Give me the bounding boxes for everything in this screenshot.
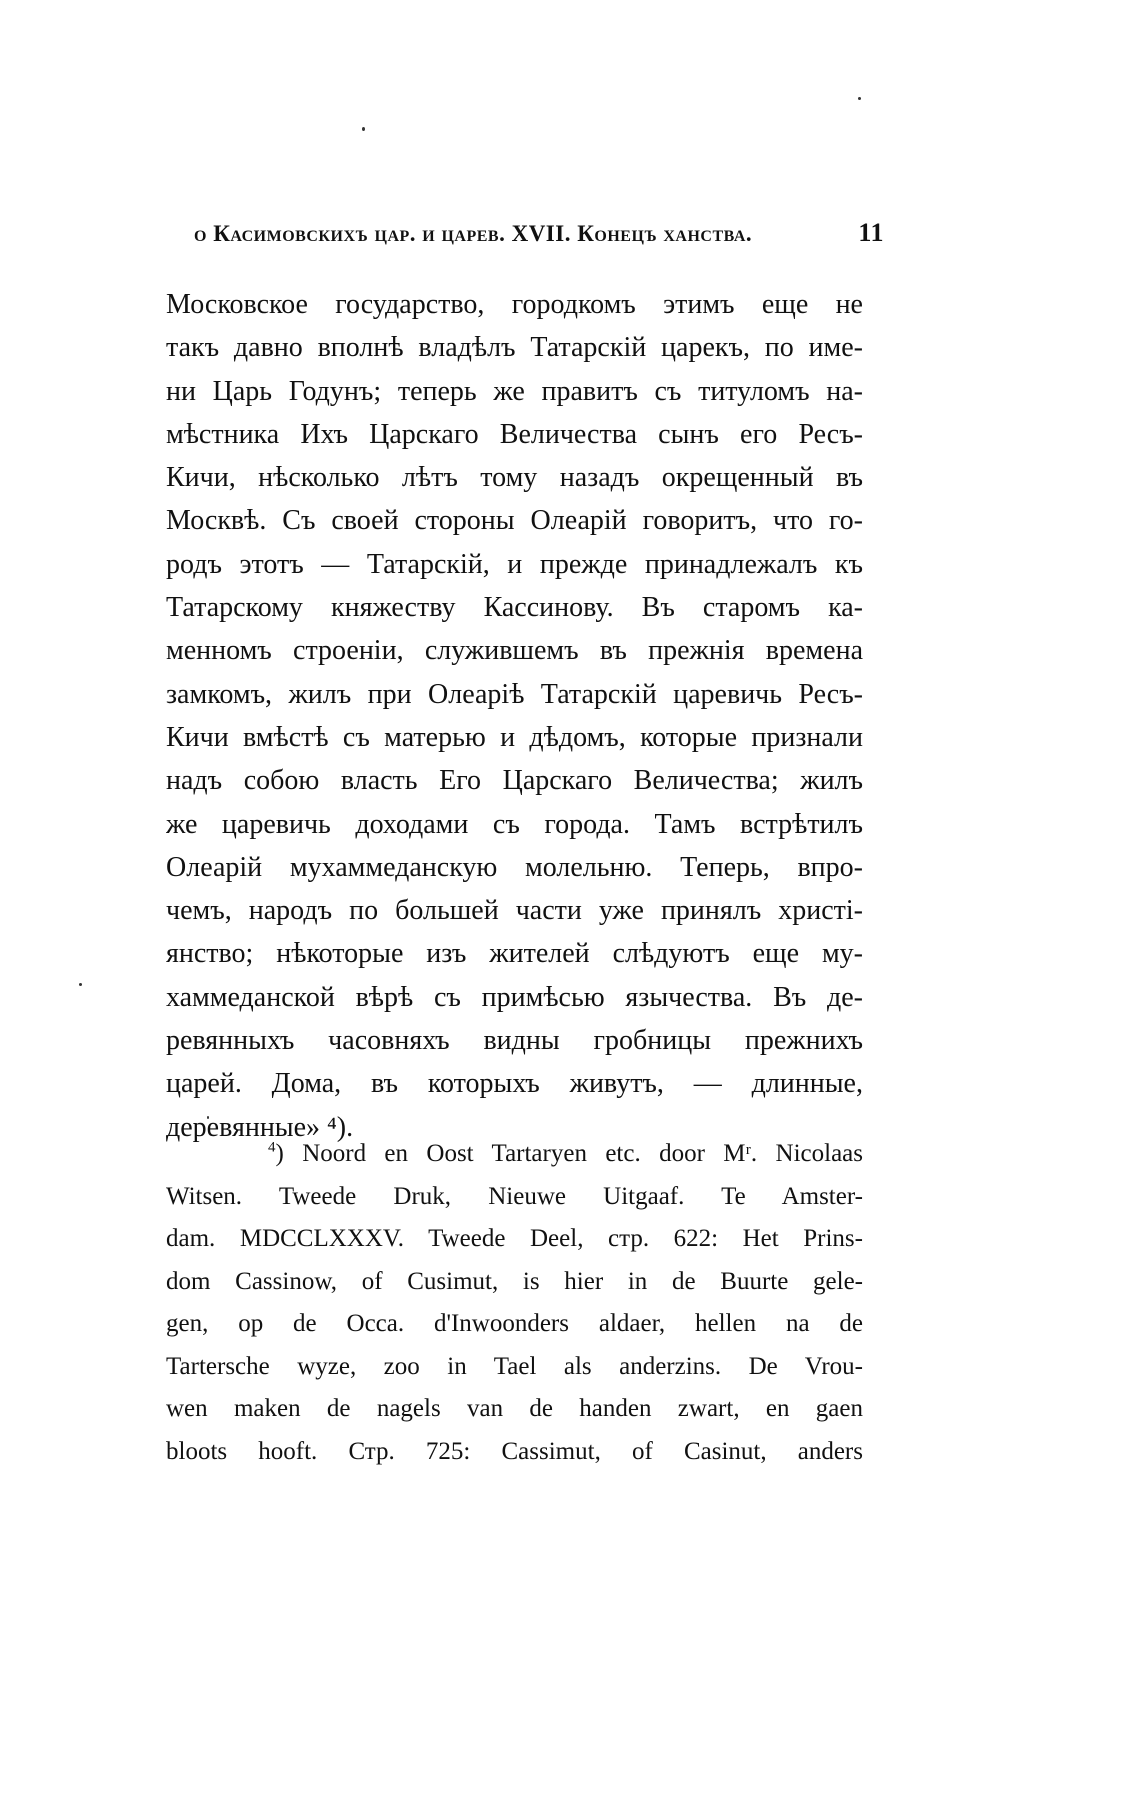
running-head-title: о Касимовскихъ цар. и царев. XVII. Конецъ ханства. [194,221,753,246]
print-speck [362,127,365,131]
print-speck [79,983,82,986]
footnote-line [166,1133,863,1176]
body-line: чемъ, народъ по большей части уже принялъ христі- [166,895,863,927]
footnote-line: dom Cassinow, of Cusimut, is hier in de Buurte gele- [166,1267,863,1295]
page-number: 11 [858,218,884,247]
footnote-line: Tartersche wyze, zoo in Tael als anderzins. De Vrou- [166,1352,863,1380]
body-line: же царевичь доходами съ города. Тамъ встрѣтилъ [166,808,863,840]
body-line: такъ давно вполнѣ владѣлъ Татарскій царекъ, по име- [166,332,863,364]
body-line: хаммеданской вѣрѣ съ примѣсью язычества. Въ де- [166,981,863,1013]
footnote-line: bloots hooft. Стр. 725: Cassimut, of Casinut, anders [166,1437,863,1465]
body-line: янство; нѣкоторые изъ жителей слѣдуютъ еще му- [166,938,863,970]
body-line: Московское государство, городкомъ этимъ еще не [166,289,863,320]
body-line: замкомъ, жилъ при Олеаріѣ Татарскій царевичь Ресъ- [166,678,863,710]
body-line: Москвѣ. Съ своей стороны Олеарій говоритъ, что го- [166,505,863,537]
body-line: Кичи, нѣсколько лѣтъ тому назадъ окрещенный въ [166,462,863,494]
footnote-line: gen, op de Occa. d'Inwoonders aldaer, hellen na de [166,1310,863,1337]
body-line: Татарскому княжеству Кассинову. Въ старомъ ка- [166,592,863,624]
body-line: мѣстника Ихъ Царскаго Величества сынъ его Ресъ- [166,418,863,450]
print-speck [858,97,861,100]
footnote [166,1133,863,1473]
footnote-line-text: ) Noord en Oost Tartaryen etc. door Mʳ. Nicolaas [275,1140,863,1167]
body-line: ревянныхъ часовняхъ видны гробницы прежнихъ [166,1025,863,1057]
footnote-marker: 4 [268,1139,276,1156]
body-line: Олеарій мухаммеданскую молельню. Теперь, впро- [166,851,863,883]
running-head [194,218,884,248]
footnote-line: Witsen. Tweede Druk, Nieuwe Uitgaaf. Te Amster- [166,1182,863,1210]
body-line: царей. Дома, въ которыхъ живутъ, — длинные, [166,1068,863,1100]
body-line: деревянные» ⁴). [166,1111,354,1143]
body-line: родъ этотъ — Татарскій, и прежде принадлежалъ къ [166,548,863,580]
footnote-line: wen maken de nagels van de handen zwart, en gaen [166,1395,863,1422]
footnote-line: dam. MDCCLXXXV. Tweede Deel, стр. 622: Het Prins- [166,1225,863,1252]
body-line: менномъ строеніи, служившемъ въ прежнія времена [166,635,863,667]
body-line: надъ собою власть Его Царскаго Величества; жилъ [166,765,863,797]
body-line: Кичи вмѣстѣ съ матерью и дѣдомъ, которые признали [166,721,863,753]
body-text [166,283,863,1149]
body-line: ни Царь Годунъ; теперь же правитъ съ титуломъ на- [166,375,863,407]
